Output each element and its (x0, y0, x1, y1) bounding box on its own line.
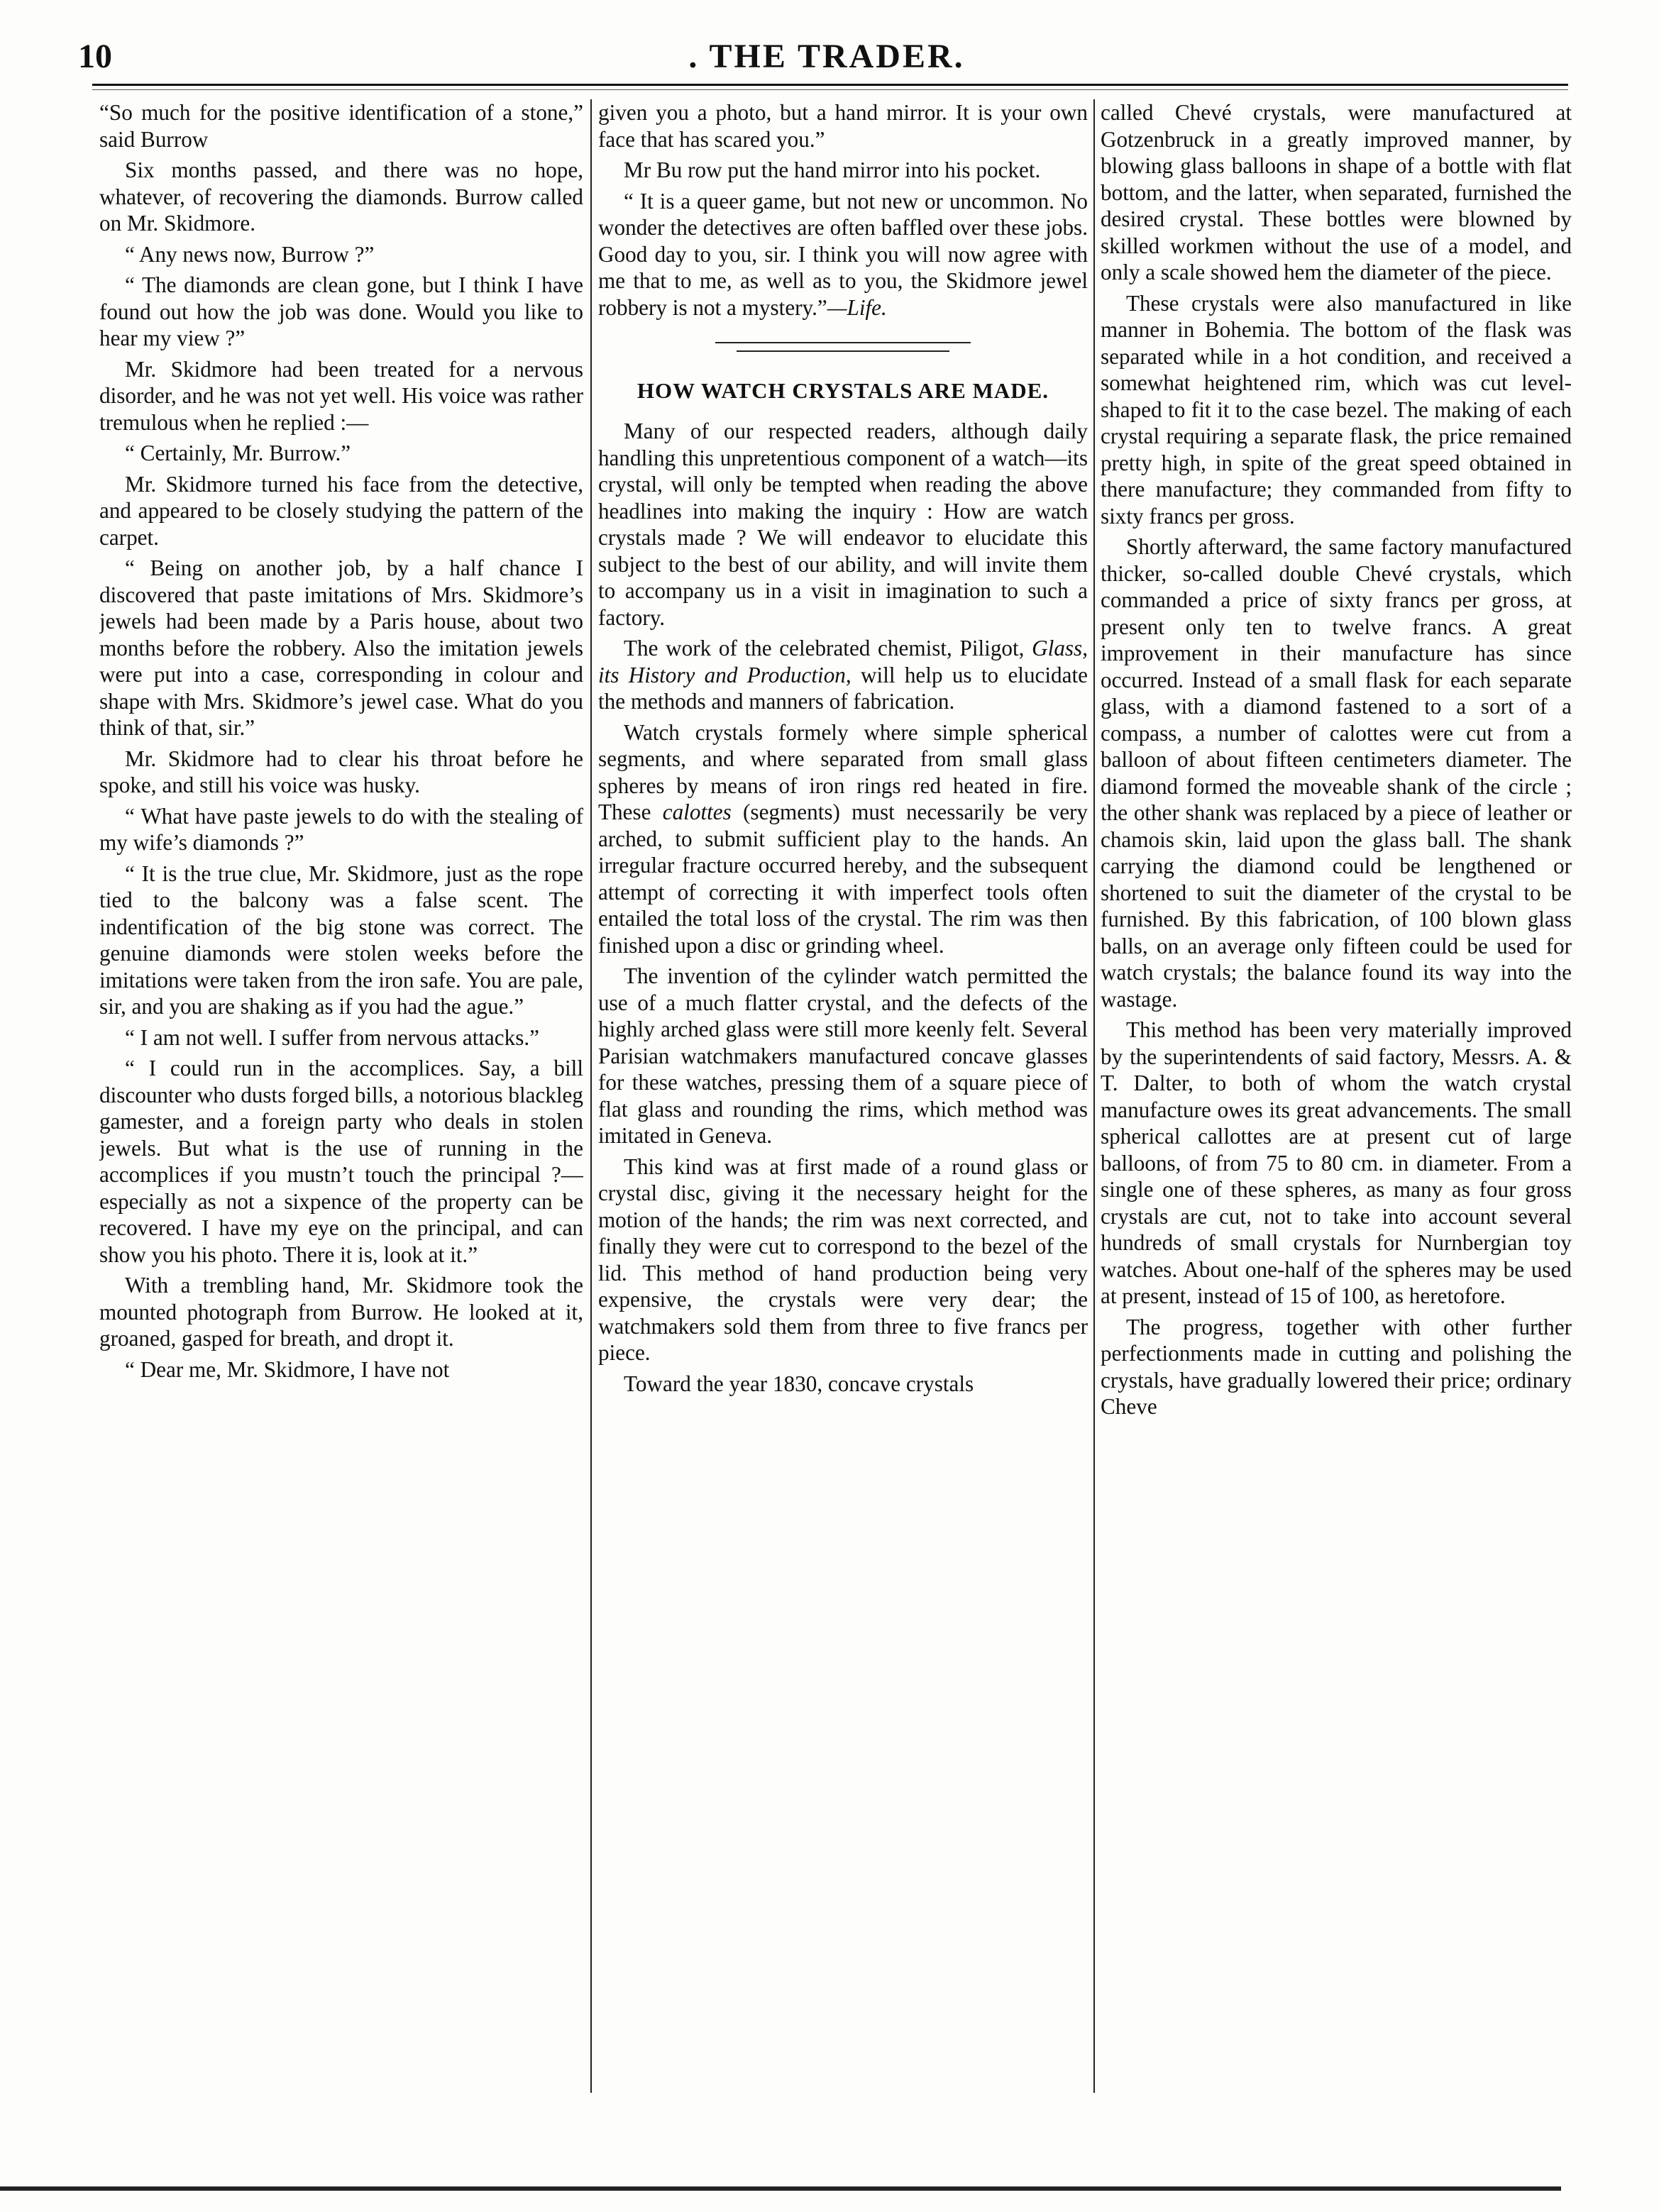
paragraph: “ I am not well. I suffer from nervous attacks.” (125, 1024, 539, 1050)
column-1 (99, 99, 583, 2142)
paragraph: “ Any news now, Burrow ?” (125, 241, 375, 267)
paragraph: This kind was at first made of a round glass or crystal disc, giving it the necessary height for the motion of the hands; the rim was next corrected, and finally they were cut to correspond to the bezel of the lid. This method of hand production being very expensive, the crystals were very dear; the watchmakers sold them from three to five francs per piece. (598, 1154, 1088, 1365)
paragraph: “ It is the true clue, Mr. Skidmore, just as the rope tied to the balcony was a false scent. The indentification of the big stone was correct. The genuine diamonds were stolen weeks before the imitations were taken from the iron safe. You are pale, sir, and you are shaking as if you had the ague.” (99, 861, 583, 1019)
paragraph: Shortly afterward, the same factory manufactured thicker, so-called double Chevé crystals, which commanded a price of sixty francs per gross, at present only ten to twelve francs. A great improvement in their manufacture has since occurred. Instead of a small flask for each separate glass, with a diamond fastened to a sort of a compass, a number of calottes were cut from a balloon of about fifteen centimeters diameter. The diamond formed the moveable shank of the circle ; the other shank was replaced by a piece of leather or chamois skin, laid upon the glass ball. The shank carrying the diamond could be lengthened or shortened to suit the diameter of the crystal to be furnished. By this fabrication, of 100 blown glass balls, on an average only fifteen could be used for watch crystals; the balance found its way into the wastage. (1101, 534, 1572, 1012)
column-2 (598, 99, 1088, 2142)
paragraph-text: Watch crystals formely where simple spherical segments, and where separated from small glass spheres by means of iron rings red heated in fire. These (598, 719, 1088, 824)
paragraph-text: The work of the celebrated chemist, Piligot, (624, 636, 1025, 660)
paragraph: The invention of the cylinder watch permitted the use of a much flatter crystal, and the defects of the highly arched glass were still more keenly felt. Several Parisian watchmakers manufactured concave glasses for these watches, pressing them of a square piece of flat glass and rounding the rims, which method was imitated in Geneva. (598, 963, 1088, 1148)
column-3 (1101, 99, 1572, 2142)
paragraph: “ Being on another job, by a half chance I discovered that paste imitations of Mrs. Skidmore’s jewels had been made by a Paris house, about two months before the robbery. Also the imitation jewels were put into a case, corresponding in colour and shape with Mrs. Skidmore’s jewel case. What do you think of that, sir.” (99, 555, 583, 740)
masthead-title: . THE TRADER. (688, 38, 965, 75)
paragraph: “So much for the positive identification of a stone,” said Burrow (99, 100, 583, 152)
paragraph: “ The diamonds are clean gone, but I think I have found out how the job was done. Would you like to hear my view ?” (99, 272, 583, 350)
source-credit: —Life. (827, 294, 887, 320)
paragraph: Many of our respected readers, although daily handling this unpretentious component of a watch—its crystal, will only be tempted when reading the above headlines into making the inquiry : How are watch crystals made ? We will endeavor to elucidate this subject to the best of our ability, and will invite them to accompany us in a visit in imagination to such a factory. (598, 419, 1088, 630)
footer-rule (0, 2186, 1561, 2191)
paragraph: Toward the year 1830, concave crystals (624, 1371, 974, 1396)
paragraph-text: “ It is a queer game, but not new or uncommon. No wonder the detectives are often baffled over these jobs. Good day to you, sir. I think you will now agree with me that to me, as well as to you, the Skidmore jewel robbery is not a mystery.” (598, 188, 1088, 320)
paragraph: With a trembling hand, Mr. Skidmore took the mounted photograph from Burrow. He looked at it, groaned, gasped for breath, and dropt it. (99, 1273, 583, 1351)
header-rule (92, 84, 1568, 86)
column-divider-1 (590, 99, 592, 2093)
article-heading: HOW WATCH CRYSTALS ARE MADE. (636, 378, 1049, 403)
paragraph: called Chevé crystals, were manufactured at Gotzenbruck in a greatly improved manner, by blowing glass balloons in shape of a bottle with flat bottom, and the latter, when separated, furnished the desired crystal. These bottles were blowned by skilled workmen without the use of a model, and only a scale showed hem the diameter of the piece. (1101, 100, 1572, 284)
paragraph: “ I could run in the accomplices. Say, a bill discounter who dusts forged bills, a notorious blackleg gamester, and a foreign party who deals in stolen jewels. But what is the use of running in the accomplices if you mustn’t touch the principal ?—especially as not a sixpence of the property can be recovered. I have my eye on the principal, and can show you his photo. There it is, look at it.” (99, 1056, 583, 1267)
section-divider (715, 342, 971, 343)
term-italic: calottes (662, 800, 732, 824)
paragraph: Mr. Skidmore had been treated for a nervous disorder, and he was not yet well. His voice was rather tremulous when he replied :— (99, 356, 583, 435)
paragraph: Mr. Skidmore turned his face from the detective, and appeared to be closely studying the pattern of the carpet. (99, 471, 583, 550)
paragraph: These crystals were also manufactured in like manner in Bohemia. The bottom of the flask was separated while in a hot condition, and received a somewhat heightened rim, which was cut level-shaped to fit it to the case bezel. The making of each crystal requiring a separate flask, the price remained pretty high, in spite of the great speed obtained in there manufacture; they commanded from fifty to sixty francs per gross. (1101, 290, 1572, 529)
paragraph: Mr. Skidmore had to clear his throat before he spoke, and still his voice was husky. (99, 746, 583, 797)
paragraph (598, 635, 1088, 715)
paragraph: The progress, together with other further perfectionments made in cutting and polishing the crystals, have gradually lowered their price; ordinary Cheve (1101, 1314, 1572, 1419)
paragraph: Six months passed, and there was no hope, whatever, of recovering the diamonds. Burrow called on Mr. Skidmore. (99, 157, 583, 236)
paragraph-text: (segments) must necessarily be very arched, to submit sufficient play to the hands. An irregular fracture occurred hereby, and the subsequent attempt of correcting it with imperfect tools often entailed the total loss of the crystal. The rim was then finished upon a disc or grinding wheel. (598, 800, 1088, 958)
paragraph (598, 719, 1088, 959)
paragraph: Mr Bu row put the hand mirror into his pocket. (624, 157, 1041, 182)
paragraph: “ Certainly, Mr. Burrow.” (125, 441, 351, 465)
paragraph: This method has been very materially improved by the superintendents of said factory, Messrs. A. & T. Dalter, to both of whom the watch crystal manufacture owes its great advancements. The small spherical callottes are at present cut of large balloons, of from 75 to 80 cm. in diameter. From a single one of these spheres, as many as four gross crystals are cut, not to take into account several hundreds of small crystals for Nurnbergian toy watches. About one-half of the spheres may be used at present, instead of 15 of 100, as heretofore. (1101, 1017, 1572, 1308)
section-divider-2 (737, 350, 949, 352)
page-number: 10 (78, 38, 112, 75)
paragraph: “ What have paste jewels to do with the stealing of my wife’s diamonds ?” (99, 803, 583, 855)
header-rule-thin (92, 89, 1568, 90)
column-divider-2 (1093, 99, 1095, 2093)
paragraph-text: will help us to elucidate the methods and manners of fabrication. (598, 662, 1088, 714)
page-header (78, 34, 1575, 79)
paragraph: “ Dear me, Mr. Skidmore, I have not (125, 1356, 450, 1382)
paragraph: given you a photo, but a hand mirror. It is your own face that has scared you.” (598, 100, 1088, 152)
paragraph (598, 188, 1088, 321)
book-title: Glass, its History and Production, (598, 636, 1088, 687)
